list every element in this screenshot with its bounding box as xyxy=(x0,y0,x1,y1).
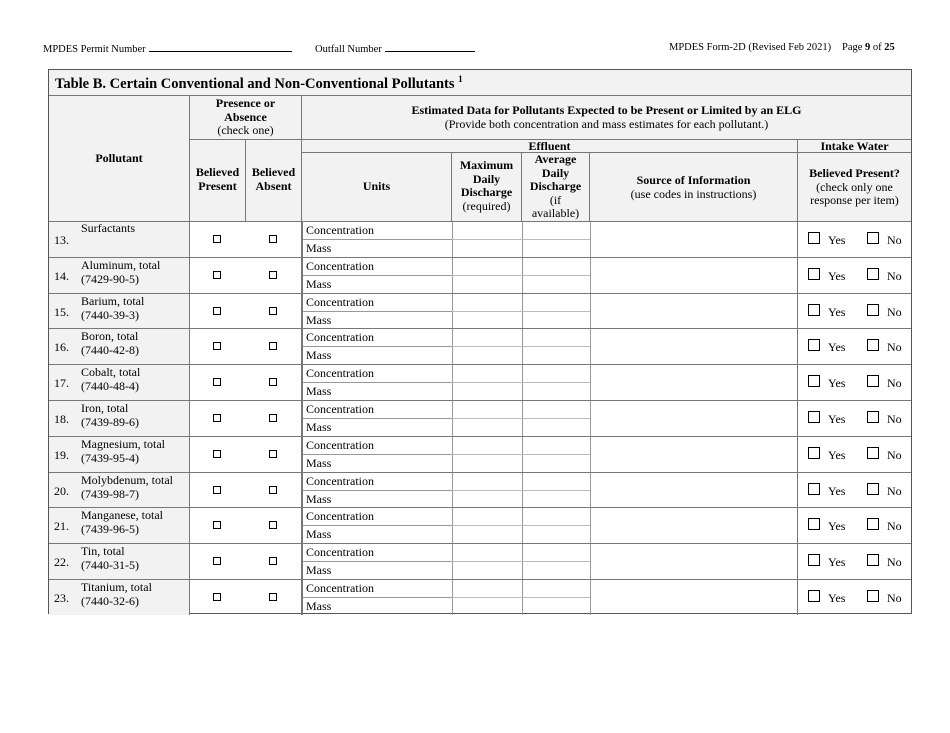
presence-cell xyxy=(190,508,302,543)
yes-checkbox[interactable] xyxy=(808,339,820,351)
believed-present-checkbox[interactable] xyxy=(213,271,221,279)
table-row xyxy=(49,293,911,329)
concentration-unit-cell: Concentration xyxy=(302,222,452,240)
table-row xyxy=(49,543,911,579)
believed-absent-checkbox[interactable] xyxy=(269,378,277,386)
no-option[interactable]: No xyxy=(867,340,902,355)
no-checkbox[interactable] xyxy=(867,339,879,351)
no-checkbox[interactable] xyxy=(867,232,879,244)
believed-present-checkbox[interactable] xyxy=(213,307,221,315)
believed-present-checkbox[interactable] xyxy=(213,486,221,494)
pollutant-cell xyxy=(49,401,190,436)
max-daily-mass-input[interactable] xyxy=(453,276,521,293)
yes-option[interactable]: Yes xyxy=(808,305,845,320)
yes-checkbox[interactable] xyxy=(808,268,820,280)
pollutant-cell xyxy=(49,294,190,329)
pollutant-number: 19. xyxy=(54,447,69,462)
avg-daily-concentration-input[interactable] xyxy=(523,258,589,275)
avg-daily-concentration-input[interactable] xyxy=(523,580,589,597)
pollutant-header: Pollutant xyxy=(49,96,190,222)
believed-present-checkbox[interactable] xyxy=(213,414,221,422)
believed-absent-checkbox[interactable] xyxy=(269,235,277,243)
no-option[interactable]: No xyxy=(867,305,902,320)
yes-checkbox[interactable] xyxy=(808,232,820,244)
mass-unit-cell: Mass xyxy=(302,312,452,329)
believed-absent-checkbox[interactable] xyxy=(269,450,277,458)
presence-cell xyxy=(190,365,302,400)
units-header: Units xyxy=(302,153,452,222)
max-daily-mass-input[interactable] xyxy=(453,598,521,615)
max-daily-mass-input[interactable] xyxy=(453,491,521,508)
yes-option[interactable]: Yes xyxy=(808,340,845,355)
avg-daily-header: Average Daily Discharge (if available) xyxy=(522,153,590,222)
believed-absent-header: Believed Absent xyxy=(246,140,302,222)
believed-absent-checkbox[interactable] xyxy=(269,486,277,494)
page-indicator: Page 9 of 25 xyxy=(842,42,895,53)
avg-daily-concentration-input[interactable] xyxy=(523,473,589,490)
yes-option[interactable]: Yes xyxy=(808,412,845,427)
no-checkbox[interactable] xyxy=(867,518,879,530)
pollutant-name: Cobalt, total (7440-48-4) xyxy=(81,365,141,394)
concentration-unit-cell: Concentration xyxy=(302,294,452,312)
pollutant-number: 14. xyxy=(54,268,69,283)
pollutant-number: 22. xyxy=(54,555,69,570)
max-daily-mass-input[interactable] xyxy=(453,455,521,472)
max-daily-mass-input[interactable] xyxy=(453,312,521,329)
no-option[interactable]: No xyxy=(867,269,902,284)
yes-option[interactable]: Yes xyxy=(808,448,845,463)
pollutant-number: 16. xyxy=(54,340,69,355)
avg-daily-concentration-input[interactable] xyxy=(523,329,589,346)
pollutant-cell xyxy=(49,544,190,579)
presence-cell xyxy=(190,437,302,472)
max-daily-mass-input[interactable] xyxy=(453,419,521,436)
no-option[interactable]: No xyxy=(867,448,902,463)
pollutant-name: Surfactants xyxy=(81,221,135,235)
table-row xyxy=(49,472,911,508)
avg-daily-mass-input[interactable] xyxy=(523,276,589,293)
concentration-unit-cell: Concentration xyxy=(302,365,452,383)
avg-daily-concentration-input[interactable] xyxy=(523,222,589,239)
no-checkbox[interactable] xyxy=(867,447,879,459)
presence-cell xyxy=(190,580,302,615)
avg-daily-mass-input[interactable] xyxy=(523,491,589,508)
mass-unit-cell: Mass xyxy=(302,526,452,543)
max-daily-concentration-input[interactable] xyxy=(453,222,521,239)
mass-unit-cell: Mass xyxy=(302,419,452,436)
pollutant-number: 17. xyxy=(54,376,69,391)
mass-unit-cell: Mass xyxy=(302,598,452,615)
yes-option[interactable]: Yes xyxy=(808,269,845,284)
max-daily-mass-input[interactable] xyxy=(453,347,521,364)
effluent-header: Effluent xyxy=(302,140,798,153)
no-checkbox[interactable] xyxy=(867,375,879,387)
believed-absent-checkbox[interactable] xyxy=(269,342,277,350)
pollutant-name: Molybdenum, total (7439-98-7) xyxy=(81,472,173,501)
believed-present-checkbox[interactable] xyxy=(213,378,221,386)
yes-option[interactable]: Yes xyxy=(808,376,845,391)
mass-unit-cell: Mass xyxy=(302,455,452,472)
pollutant-name: Magnesium, total (7439-95-4) xyxy=(81,436,165,465)
yes-option[interactable]: Yes xyxy=(808,555,845,570)
table-title: Table B. Certain Conventional and Non-Conventional Pollutants $^1$ xyxy=(49,70,911,96)
presence-cell xyxy=(190,329,302,364)
believed-absent-checkbox[interactable] xyxy=(269,271,277,279)
pollutant-cell xyxy=(49,258,190,293)
source-input[interactable] xyxy=(590,401,798,436)
yes-checkbox[interactable] xyxy=(808,411,820,423)
pollutant-number: 13. xyxy=(54,233,69,247)
no-option[interactable]: No xyxy=(867,412,902,427)
mass-unit-cell: Mass xyxy=(302,562,452,579)
no-checkbox[interactable] xyxy=(867,483,879,495)
estimated-data-header: Estimated Data for Pollutants Expected to be Present or Limited by an ELG (Provide both concentration and mass estimates for each pollutant.) xyxy=(302,96,911,140)
source-header: Source of Information (use codes in instructions) xyxy=(590,153,798,222)
max-daily-concentration-input[interactable] xyxy=(453,294,521,311)
max-daily-mass-input[interactable] xyxy=(453,240,521,257)
no-option[interactable]: No xyxy=(867,233,902,248)
yes-option[interactable]: Yes xyxy=(808,233,845,248)
max-daily-concentration-input[interactable] xyxy=(453,473,521,490)
pollutant-cell xyxy=(49,329,190,364)
avg-daily-mass-input[interactable] xyxy=(523,598,589,615)
pollutant-cell xyxy=(49,473,190,508)
pollutant-name: Manganese, total (7439-96-5) xyxy=(81,508,163,537)
source-input[interactable] xyxy=(590,258,798,293)
pollutant-number: 21. xyxy=(54,519,69,534)
max-daily-concentration-input[interactable] xyxy=(453,401,521,418)
source-input[interactable] xyxy=(590,365,798,400)
believed-present-checkbox[interactable] xyxy=(213,557,221,565)
max-daily-concentration-input[interactable] xyxy=(453,437,521,454)
pollutant-number: 18. xyxy=(54,412,69,426)
yes-checkbox[interactable] xyxy=(808,518,820,530)
avg-daily-mass-input[interactable] xyxy=(523,347,589,364)
source-input[interactable] xyxy=(590,294,798,329)
no-checkbox[interactable] xyxy=(867,268,879,280)
no-option[interactable]: No xyxy=(867,484,902,499)
table-row xyxy=(49,400,911,436)
yes-option[interactable]: Yes xyxy=(808,484,845,499)
avg-daily-concentration-input[interactable] xyxy=(523,365,589,382)
pollutant-table xyxy=(48,69,912,614)
concentration-unit-cell: Concentration xyxy=(302,580,452,598)
avg-daily-concentration-input[interactable] xyxy=(523,401,589,418)
no-checkbox[interactable] xyxy=(867,411,879,423)
pollutant-name: Boron, total (7440-42-8) xyxy=(81,329,139,358)
yes-checkbox[interactable] xyxy=(808,483,820,495)
source-input[interactable] xyxy=(590,437,798,472)
believed-present-checkbox[interactable] xyxy=(213,521,221,529)
table-row xyxy=(49,364,911,400)
pollutant-cell xyxy=(49,222,190,257)
concentration-unit-cell: Concentration xyxy=(302,258,452,276)
no-option[interactable]: No xyxy=(867,519,902,534)
max-daily-concentration-input[interactable] xyxy=(453,580,521,597)
believed-absent-checkbox[interactable] xyxy=(269,307,277,315)
no-checkbox[interactable] xyxy=(867,590,879,602)
avg-daily-mass-input[interactable] xyxy=(523,240,589,257)
concentration-unit-cell: Concentration xyxy=(302,329,452,347)
concentration-unit-cell: Concentration xyxy=(302,508,452,526)
no-option[interactable]: No xyxy=(867,376,902,391)
concentration-unit-cell: Concentration xyxy=(302,544,452,562)
source-input[interactable] xyxy=(590,473,798,508)
source-input[interactable] xyxy=(590,222,798,257)
form-label: MPDES Form-2D (Revised Feb 2021) xyxy=(669,42,832,53)
mass-unit-cell: Mass xyxy=(302,491,452,508)
outfall-number-label: Outfall Number xyxy=(315,42,475,55)
concentration-unit-cell: Concentration xyxy=(302,473,452,491)
source-input[interactable] xyxy=(590,508,798,543)
avg-daily-concentration-input[interactable] xyxy=(523,508,589,525)
yes-checkbox[interactable] xyxy=(808,375,820,387)
no-checkbox[interactable] xyxy=(867,554,879,566)
max-daily-concentration-input[interactable] xyxy=(453,508,521,525)
presence-cell xyxy=(190,258,302,293)
source-input[interactable] xyxy=(590,580,798,615)
table-row xyxy=(49,507,911,543)
intake-water-header: Intake Water xyxy=(798,140,911,153)
avg-daily-concentration-input[interactable] xyxy=(523,437,589,454)
believed-absent-checkbox[interactable] xyxy=(269,414,277,422)
max-daily-concentration-input[interactable] xyxy=(453,329,521,346)
mass-unit-cell: Mass xyxy=(302,276,452,293)
source-input[interactable] xyxy=(590,329,798,364)
pollutant-cell xyxy=(49,437,190,472)
permit-number-field[interactable] xyxy=(149,42,292,52)
avg-daily-mass-input[interactable] xyxy=(523,383,589,400)
avg-daily-mass-input[interactable] xyxy=(523,455,589,472)
believed-absent-checkbox[interactable] xyxy=(269,593,277,601)
pollutant-name: Iron, total (7439-89-6) xyxy=(81,401,139,429)
presence-cell xyxy=(190,401,302,436)
believed-present-checkbox[interactable] xyxy=(213,450,221,458)
table-row xyxy=(49,257,911,293)
yes-checkbox[interactable] xyxy=(808,447,820,459)
believed-present-header: Believed Present xyxy=(190,140,246,222)
concentration-unit-cell: Concentration xyxy=(302,401,452,419)
believed-present-checkbox[interactable] xyxy=(213,235,221,243)
no-option[interactable]: No xyxy=(867,555,902,570)
no-option[interactable]: No xyxy=(867,591,902,606)
pollutant-number: 23. xyxy=(54,591,69,605)
mass-unit-cell: Mass xyxy=(302,383,452,400)
concentration-unit-cell: Concentration xyxy=(302,437,452,455)
max-daily-mass-input[interactable] xyxy=(453,562,521,579)
yes-option[interactable]: Yes xyxy=(808,519,845,534)
source-input[interactable] xyxy=(590,544,798,579)
avg-daily-mass-input[interactable] xyxy=(523,526,589,543)
avg-daily-mass-input[interactable] xyxy=(523,419,589,436)
pollutant-name: Titanium, total (7440-32-6) xyxy=(81,580,152,608)
presence-cell xyxy=(190,473,302,508)
believed-absent-checkbox[interactable] xyxy=(269,557,277,565)
believed-present-intake-header: Believed Present? (check only one response per item) xyxy=(798,153,911,222)
pollutant-name: Tin, total (7440-31-5) xyxy=(81,544,139,573)
table-row xyxy=(49,436,911,472)
max-daily-concentration-input[interactable] xyxy=(453,258,521,275)
yes-checkbox[interactable] xyxy=(808,554,820,566)
avg-daily-mass-input[interactable] xyxy=(523,312,589,329)
yes-checkbox[interactable] xyxy=(808,590,820,602)
presence-cell xyxy=(190,222,302,257)
max-daily-mass-input[interactable] xyxy=(453,526,521,543)
pollutant-number: 15. xyxy=(54,304,69,319)
yes-option[interactable]: Yes xyxy=(808,591,845,606)
yes-checkbox[interactable] xyxy=(808,304,820,316)
table-row xyxy=(49,328,911,364)
max-daily-concentration-input[interactable] xyxy=(453,365,521,382)
table-row xyxy=(49,221,911,257)
believed-present-checkbox[interactable] xyxy=(213,342,221,350)
max-daily-header: Maximum Daily Discharge (required) xyxy=(452,153,522,222)
pollutant-cell xyxy=(49,580,190,615)
pollutant-cell xyxy=(49,508,190,543)
no-checkbox[interactable] xyxy=(867,304,879,316)
avg-daily-mass-input[interactable] xyxy=(523,562,589,579)
max-daily-concentration-input[interactable] xyxy=(453,544,521,561)
pollutant-name: Barium, total (7440-39-3) xyxy=(81,293,145,322)
believed-absent-checkbox[interactable] xyxy=(269,521,277,529)
avg-daily-concentration-input[interactable] xyxy=(523,294,589,311)
outfall-number-field[interactable] xyxy=(385,42,475,52)
pollutant-cell xyxy=(49,365,190,400)
avg-daily-concentration-input[interactable] xyxy=(523,544,589,561)
presence-cell xyxy=(190,294,302,329)
max-daily-mass-input[interactable] xyxy=(453,383,521,400)
mass-unit-cell: Mass xyxy=(302,347,452,364)
believed-present-checkbox[interactable] xyxy=(213,593,221,601)
permit-number-label: MPDES Permit Number xyxy=(43,42,292,55)
pollutant-number: 20. xyxy=(54,483,69,498)
presence-header: Presence or Absence (check one) xyxy=(190,96,302,140)
pollutant-name: Aluminum, total (7429-90-5) xyxy=(81,257,161,286)
presence-cell xyxy=(190,544,302,579)
table-row xyxy=(49,579,911,615)
mass-unit-cell: Mass xyxy=(302,240,452,257)
